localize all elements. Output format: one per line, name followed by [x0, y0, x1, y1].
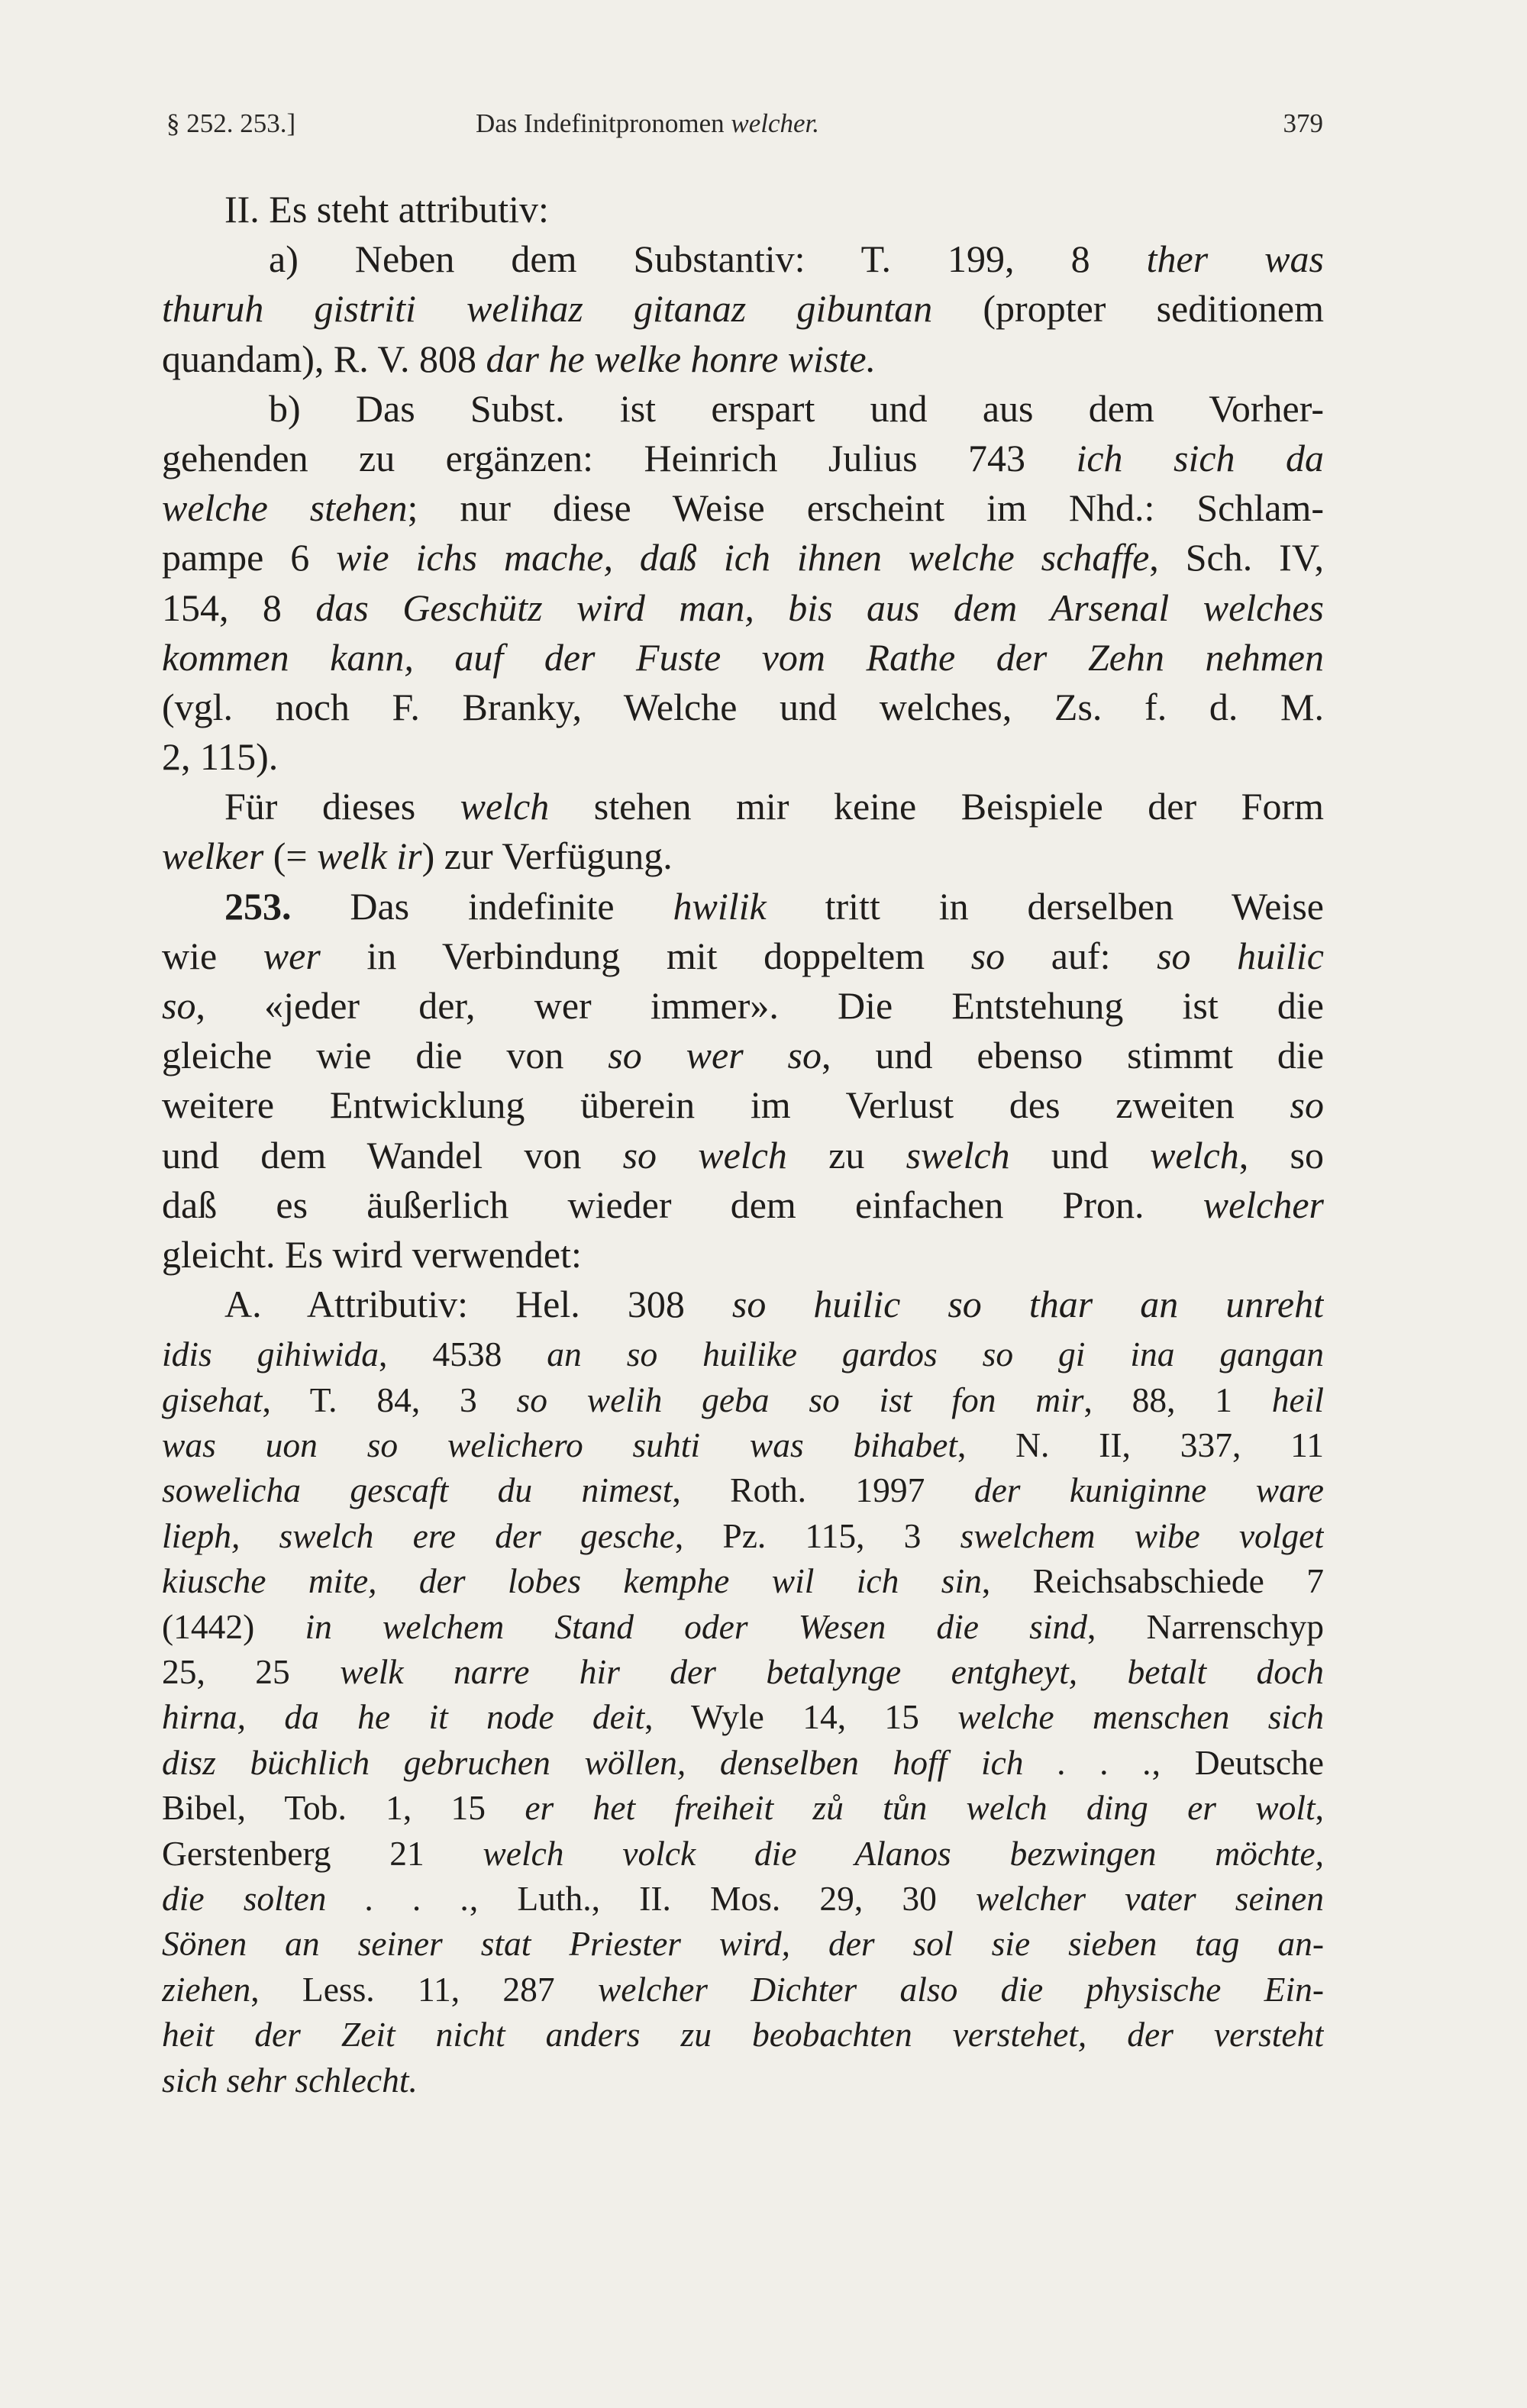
running-title: Das Indefinitpronomen welcher.	[476, 108, 820, 138]
running-header	[166, 108, 1323, 154]
heading-ii: II. Es steht attributiv:	[224, 188, 549, 231]
examples-block: idis gihiwida, 4538 an so huilike gardos so gi ina gangan gisehat, T. 84, 3 so welih geba so ist fon mir, 88, 1 heil was uon so welichero suhti was bihabet, N. II, 337, 11 sowelicha gescaft du nimest, Roth. 1997 der kuniginne ware lieph, swelch ere der gesche, Pz. 115, 3 swelchem wibe volget kiusche mite, der lobes kemphe wil ich sin, Reichsabschiede 7 (1442) in welchem Stand oder Wesen die sind, Narrenschyp 25, 25 welk narre hir der betalynge entgheyt, betalt doch hirna, da he it node deit, Wyle 14, 15 welche menschen sich disz büchlich gebruchen wöllen, denselben hoff ich . . ., Deutsche Bibel, Tob. 1, 15 er het freiheit zů tůn welch ding er wolt, Gerstenberg 21 welch volck die Alanos bezwingen möchte, die solten . . ., Luth., II. Mos. 29, 30 welcher vater seinen Sönen an seiner stat Priester wird, der sol sie sieben tag an- ziehen, Less. 11, 287 welcher Dichter also die physische Ein- heit der Zeit nicht anders zu beobachten verstehet, der versteht sich sehr schlecht.	[162, 1335, 1324, 2100]
section-reference: § 252. 253.]	[166, 108, 296, 138]
section-253-start: 253. Das indefinite hwilik tritt in derselben Weise	[224, 884, 1324, 928]
page-number: 379	[1283, 108, 1323, 138]
main-text: II. Es steht attributiv: a) Neben dem Substantiv: T. 199, 8 ther was thuruh gistriti welihaz gitanaz gibuntan (propter seditionem quandam), R. V. 808 dar he welke honre wiste. b) Das Subst. ist erspart und aus dem Vorher- gehenden zu ergänzen: Heinrich Julius 743 ich sich da welche stehen; nur diese Weise erscheint im Nhd.: Schlam- pampe 6 wie ichs mache, daß ich ihnen welche schaffe, Sch. IV, 154, 8 das Geschütz wird man, bis aus dem Arsenal welches kommen kann, auf der Fuste vom Rathe der Zehn nehmen (vgl. noch F. Branky, Welche und welches, Zs. f. d. M. 2, 115). Für dieses welch stehen mir keine Beispiele der Form welker (= welk ir) zur Verfügung. 253. Das indefinite hwilik tritt in derselben Weise wie wer in Verbindung mit doppeltem so auf: so huilic so, «jeder der, wer immer». Die Entstehung ist die gleiche wie die von so wer so, und ebenso stimmt die weitere Entwicklung überein im Verlust des zweiten so und dem Wandel von so welch zu swelch und welch, so daß es äußerlich wieder dem einfachen Pron. welcher gleicht. Es wird verwendet: A. Attributiv: Hel. 308 so huilic so thar an unreht idis gihiwida, 4538 an so huilike gardos so gi ina gangan gisehat, T. 84, 3 so welih geba so ist fon mir, 88, 1 heil was uon so welichero suhti was bihabet, N. II, 337, 11 sowelicha gescaft du nimest, Roth. 1997 der kuniginne ware lieph, swelch ere der gesche, Pz. 115, 3 swelchem wibe volget kiusche mite, der lobes kemphe wil ich sin, Reichsabschiede 7 (1442) in welchem Stand oder Wesen die sind, Narrenschyp 25, 25 welk narre hir der betalynge entgheyt, betalt doch hirna, da he it node deit, Wyle 14, 15 welche menschen sich disz büchlich gebruchen wöllen, denselben hoff ich . . ., Deutsche Bibel, Tob. 1, 15 er het freiheit zů tůn welch ding er wolt, Gerstenberg 21 welch volck die Alanos bezwingen möchte, die solten . . ., Luth., II. Mos. 29, 30 welcher vater seinen Sönen an seiner stat Priester wird, der sol sie sieben tag an- ziehen, Less. 11, 287 welcher Dichter also die physische Ein- heit der Zeit nicht anders zu beobachten verstehet, der versteht sich sehr schlecht.	[162, 185, 1324, 2100]
